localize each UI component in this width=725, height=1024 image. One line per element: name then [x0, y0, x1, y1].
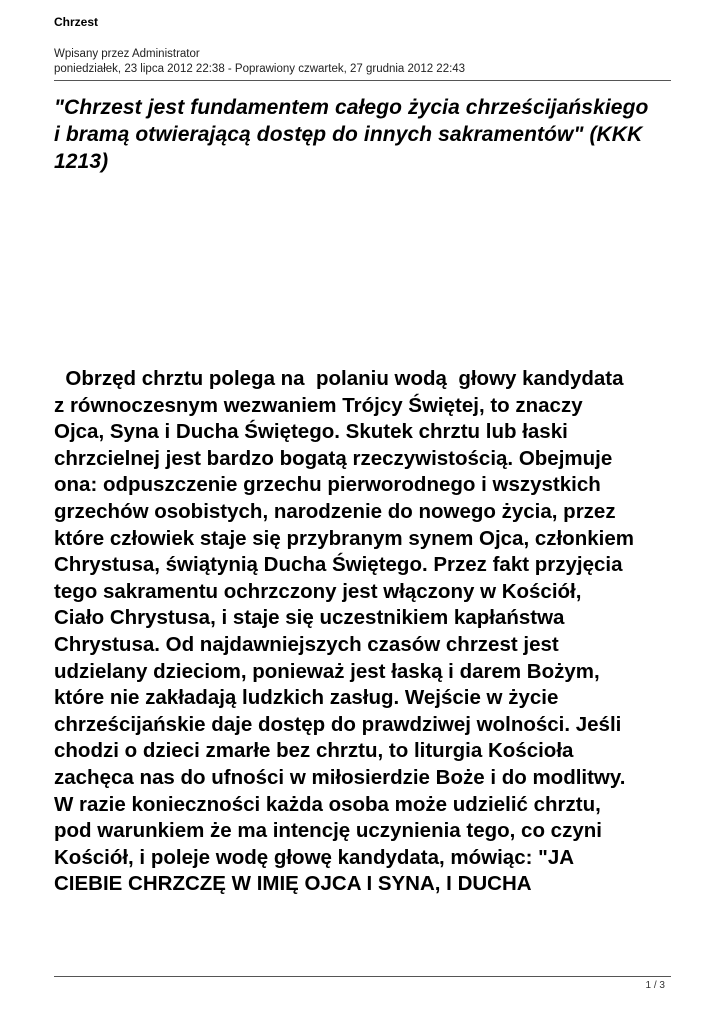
article-heading [54, 94, 674, 175]
body-line: chrześcijańskie daje dostęp do prawdziwej wolności. Jeśli [54, 712, 622, 736]
heading-line: "Chrzest jest fundamentem całego życia chrześcijańskiego [54, 96, 649, 119]
body-line: które nie zakładają ludzkich zasług. Wejście w życie [54, 686, 559, 710]
article-body [54, 366, 679, 898]
header-divider [54, 80, 671, 81]
author-line: Wpisany przez Administrator [54, 48, 200, 60]
heading-line: 1213) [54, 150, 109, 173]
body-line: W razie konieczności każda osoba może udzielić chrztu, [54, 792, 601, 816]
body-line: zachęca nas do ufności w miłosierdzie Boże i do modlitwy. [54, 765, 626, 789]
body-line: Chrystusa. Od najdawniejszych czasów chrzest jest [54, 632, 559, 656]
footer-divider [54, 976, 671, 977]
body-line: z równoczesnym wezwaniem Trójcy Świętej, to znaczy [54, 393, 583, 417]
document-title: Chrzest [54, 15, 99, 29]
body-line: Ciało Chrystusa, i staje się uczestnikiem kapłaństwa [54, 606, 565, 630]
body-line: Kościół, i poleje wodę głowę kandydata, mówiąc: "JA [54, 845, 575, 869]
body-line: grzechów osobistych, narodzenie do nowego życia, przez [54, 499, 616, 523]
body-line: udzielany dzieciom, ponieważ jest łaską i darem Bożym, [54, 659, 600, 683]
body-line: które człowiek staje się przybranym synem Ojca, członkiem [54, 526, 634, 550]
body-line: tego sakramentu ochrzczony jest włączony w Kościół, [54, 579, 582, 603]
body-line: Chrystusa, świątynią Ducha Świętego. Przez fakt przyjęcia [54, 553, 623, 577]
body-line: chrzcielnej jest bardzo bogatą rzeczywistością. Obejmuje [54, 446, 613, 470]
heading-line: i bramą otwierającą dostęp do innych sakramentów" (KKK [54, 123, 643, 146]
body-line: pod warunkiem że ma intencję uczynienia tego, co czyni [54, 819, 602, 843]
body-line: Obrzęd chrztu polega na polaniu wodą głowy kandydata [54, 367, 624, 390]
body-line: chodzi o dzieci zmarłe bez chrztu, to liturgia Kościoła [54, 739, 574, 763]
body-line: ona: odpuszczenie grzechu pierworodnego i wszystkich [54, 473, 601, 497]
body-line: Ojca, Syna i Ducha Świętego. Skutek chrztu lub łaski [54, 420, 568, 444]
date-line: poniedziałek, 23 lipca 2012 22:38 - Poprawiony czwartek, 27 grudnia 2012 22:43 [54, 63, 466, 75]
body-line: CIEBIE CHRZCZĘ W IMIĘ OJCA I SYNA, I DUCHA [54, 872, 532, 896]
article-meta [54, 47, 465, 77]
page-number: 1 / 3 [645, 980, 665, 991]
